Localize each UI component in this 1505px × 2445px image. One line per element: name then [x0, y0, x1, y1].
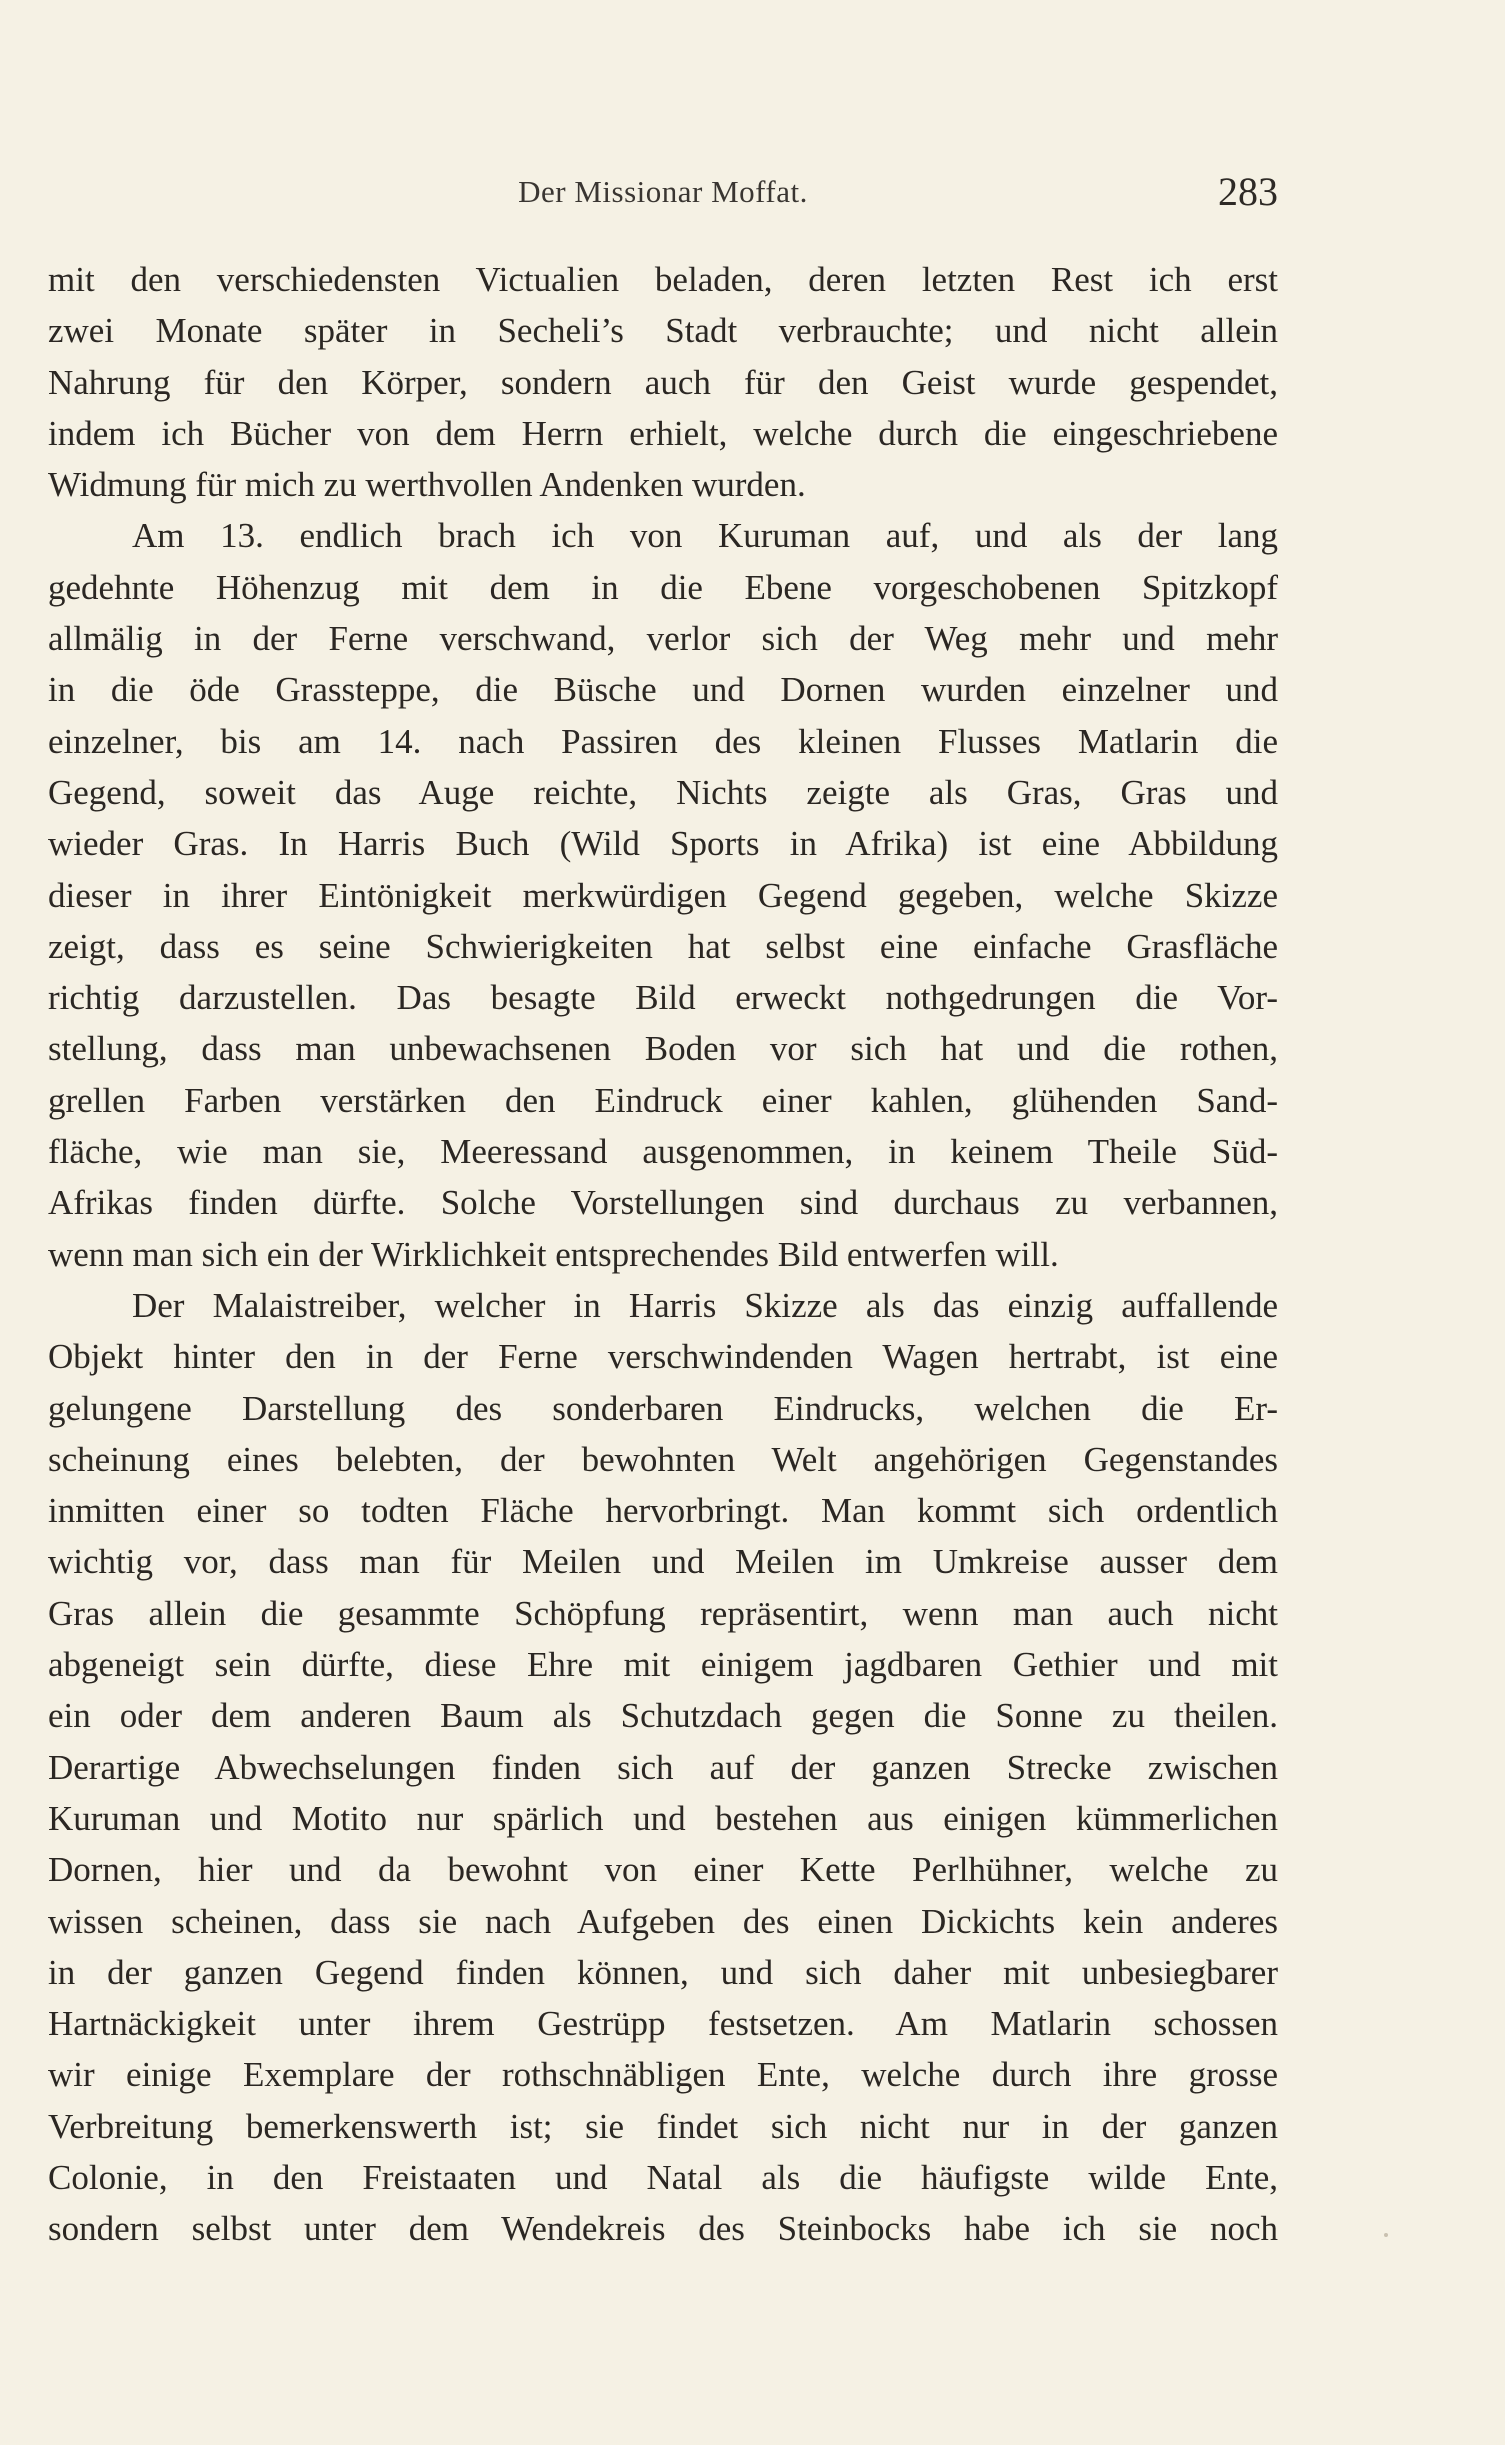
text-line: indem ich Bücher von dem Herrn erhielt, welche durch die eingeschriebene	[48, 413, 1278, 453]
text-line: einzelner, bis am 14. nach Passiren des kleinen Flusses Matlarin die	[48, 721, 1278, 761]
text-line: sondern selbst unter dem Wendekreis des Steinbocks habe ich sie noch	[48, 2209, 1278, 2249]
text-line: Der Malaistreiber, welcher in Harris Skizze als das einzig auffallende	[132, 1285, 1278, 1325]
text-line: Dornen, hier und da bewohnt von einer Kette Perlhühner, welche zu	[48, 1850, 1278, 1890]
page-number: 283	[1218, 169, 1278, 214]
text-line: inmitten einer so todten Fläche hervorbringt. Man kommt sich ordentlich	[48, 1491, 1278, 1531]
running-head: Der Missionar Moffat.	[518, 174, 808, 209]
text-line: abgeneigt sein dürfte, diese Ehre mit einigem jagdbaren Gethier und mit	[48, 1645, 1278, 1685]
text-line: in die öde Grassteppe, die Büsche und Dornen wurden einzelner und	[48, 670, 1278, 710]
text-line: wir einige Exemplare der rothschnäbligen Ente, welche durch ihre grosse	[48, 2055, 1278, 2095]
text-line: gelungene Darstellung des sonderbaren Eindrucks, welchen die Er-	[48, 1388, 1278, 1428]
text-line: grellen Farben verstärken den Eindruck einer kahlen, glühenden Sand-	[48, 1080, 1278, 1120]
text-line: scheinung eines belebten, der bewohnten Welt angehörigen Gegenstandes	[48, 1439, 1278, 1479]
page-header	[48, 168, 1278, 228]
text-line: stellung, dass man unbewachsenen Boden vor sich hat und die rothen,	[48, 1029, 1278, 1069]
text-line: Am 13. endlich brach ich von Kuruman auf, und als der lang	[132, 516, 1278, 556]
text-line: Nahrung für den Körper, sondern auch für den Geist wurde gespendet,	[48, 362, 1278, 402]
text-line: fläche, wie man sie, Meeressand ausgenommen, in keinem Theile Süd-	[48, 1132, 1278, 1172]
text-line: in der ganzen Gegend finden können, und sich daher mit unbesiegbarer	[48, 1952, 1278, 1992]
text-line: zeigt, dass es seine Schwierigkeiten hat selbst eine einfache Grasfläche	[48, 926, 1278, 966]
text-line: Hartnäckigkeit unter ihrem Gestrüpp festsetzen. Am Matlarin schossen	[48, 2004, 1278, 2044]
text-line: richtig darzustellen. Das besagte Bild erweckt nothgedrungen die Vor-	[48, 978, 1278, 1018]
text-line: wenn man sich ein der Wirklichkeit entsprechendes Bild entwerfen will.	[48, 1234, 1059, 1274]
paper-speck	[1384, 2233, 1388, 2237]
text-line: wieder Gras. In Harris Buch (Wild Sports in Afrika) ist eine Abbildung	[48, 824, 1278, 864]
text-line: dieser in ihrer Eintönigkeit merkwürdigen Gegend gegeben, welche Skizze	[48, 875, 1278, 915]
text-line: Colonie, in den Freistaaten und Natal als die häufigste wilde Ente,	[48, 2157, 1278, 2197]
text-line: allmälig in der Ferne verschwand, verlor sich der Weg mehr und mehr	[48, 619, 1278, 659]
text-line: zwei Monate später in Secheli’s Stadt verbrauchte; und nicht allein	[48, 311, 1278, 351]
text-line: Derartige Abwechselungen finden sich auf der ganzen Strecke zwischen	[48, 1747, 1278, 1787]
text-line: gedehnte Höhenzug mit dem in die Ebene vorgeschobenen Spitzkopf	[48, 567, 1278, 607]
text-line: Kuruman und Motito nur spärlich und bestehen aus einigen kümmerlichen	[48, 1798, 1278, 1838]
text-line: Objekt hinter den in der Ferne verschwindenden Wagen hertrabt, ist eine	[48, 1337, 1278, 1377]
text-line: wissen scheinen, dass sie nach Aufgeben des einen Dickichts kein anderes	[48, 1901, 1278, 1941]
text-line: Gegend, soweit das Auge reichte, Nichts zeigte als Gras, Gras und	[48, 772, 1278, 812]
text-line: Verbreitung bemerkenswerth ist; sie findet sich nicht nur in der ganzen	[48, 2106, 1278, 2146]
text-line: Widmung für mich zu werthvollen Andenken wurden.	[48, 465, 806, 505]
text-line: mit den verschiedensten Victualien beladen, deren letzten Rest ich erst	[48, 260, 1278, 299]
text-line: wichtig vor, dass man für Meilen und Meilen im Umkreise ausser dem	[48, 1542, 1278, 1582]
body-text	[48, 254, 1278, 2255]
text-line: Gras allein die gesammte Schöpfung repräsentirt, wenn man auch nicht	[48, 1593, 1278, 1633]
text-line: ein oder dem anderen Baum als Schutzdach gegen die Sonne zu theilen.	[48, 1696, 1278, 1736]
text-line: Afrikas finden dürfte. Solche Vorstellungen sind durchaus zu verbannen,	[48, 1183, 1278, 1223]
